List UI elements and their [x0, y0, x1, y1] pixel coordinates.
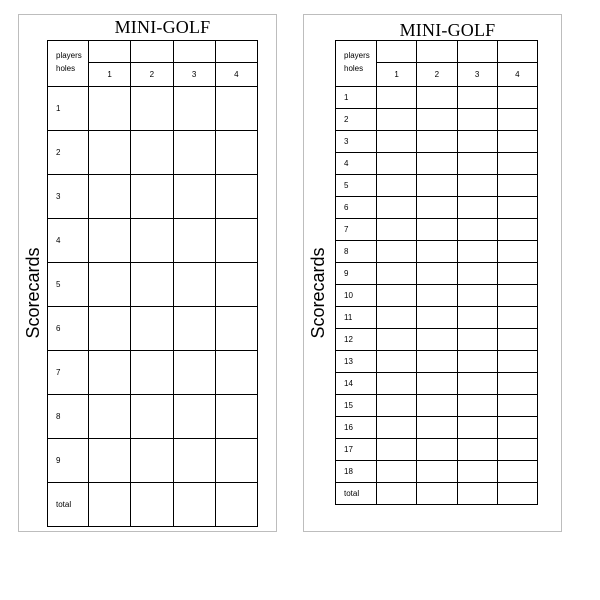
hole-number-label: 1 [336, 87, 377, 109]
score-cell[interactable] [173, 351, 215, 395]
score-cell[interactable] [457, 263, 497, 285]
player-name-cell[interactable] [89, 41, 131, 63]
score-cell[interactable] [89, 351, 131, 395]
hole-number-label: 11 [336, 307, 377, 329]
player-number-label: 2 [131, 62, 173, 87]
hole-row [336, 241, 538, 263]
total-row [48, 483, 258, 527]
score-cell[interactable] [417, 329, 457, 351]
total-row [336, 483, 538, 505]
score-cell[interactable] [497, 373, 537, 395]
score-cell[interactable] [89, 439, 131, 483]
hole-number-label: 5 [336, 175, 377, 197]
hole-row [336, 131, 538, 153]
score-cell[interactable] [457, 395, 497, 417]
hole-row [336, 307, 538, 329]
score-cell[interactable] [377, 109, 417, 131]
score-cell[interactable] [497, 395, 537, 417]
score-cell[interactable] [377, 197, 417, 219]
score-cell[interactable] [215, 395, 257, 439]
player-name-cell[interactable] [377, 41, 417, 63]
hole-row [336, 439, 538, 461]
hole-row [336, 87, 538, 109]
score-cell[interactable] [417, 197, 457, 219]
hole-row [336, 109, 538, 131]
score-cell[interactable] [377, 373, 417, 395]
score-cell[interactable] [215, 307, 257, 351]
hole-row [48, 395, 258, 439]
hole-row [48, 87, 258, 131]
score-cell[interactable] [417, 131, 457, 153]
holes-header-label: holes [336, 62, 377, 87]
score-cell[interactable] [377, 461, 417, 483]
score-cell[interactable] [89, 307, 131, 351]
score-table-body [48, 41, 258, 527]
player-name-cell[interactable] [173, 41, 215, 63]
header-row-holes [48, 62, 258, 87]
hole-number-label: 17 [336, 439, 377, 461]
score-cell[interactable] [131, 483, 173, 527]
score-cell[interactable] [131, 219, 173, 263]
score-cell[interactable] [215, 219, 257, 263]
score-cell[interactable] [417, 351, 457, 373]
hole-number-label: 3 [336, 131, 377, 153]
score-cell[interactable] [497, 439, 537, 461]
hole-number-label: 14 [336, 373, 377, 395]
hole-row [336, 461, 538, 483]
player-name-cell[interactable] [417, 41, 457, 63]
players-header-label: players [336, 41, 377, 63]
hole-number-label: 2 [336, 109, 377, 131]
hole-number-label: 7 [336, 219, 377, 241]
hole-number-label: 6 [48, 307, 89, 351]
score-cell[interactable] [377, 219, 417, 241]
hole-number-label: 9 [336, 263, 377, 285]
score-cell[interactable] [417, 219, 457, 241]
hole-row [336, 417, 538, 439]
score-cell[interactable] [131, 131, 173, 175]
score-cell[interactable] [497, 351, 537, 373]
hole-number-label: 15 [336, 395, 377, 417]
hole-row [48, 351, 258, 395]
score-cell[interactable] [497, 461, 537, 483]
score-cell[interactable] [457, 483, 497, 505]
hole-number-label: 1 [48, 87, 89, 131]
score-cell[interactable] [457, 439, 497, 461]
player-name-cell[interactable] [215, 41, 257, 63]
score-cell[interactable] [173, 175, 215, 219]
score-cell[interactable] [417, 417, 457, 439]
hole-row [48, 131, 258, 175]
score-cell[interactable] [131, 439, 173, 483]
score-cell[interactable] [457, 373, 497, 395]
hole-row [48, 307, 258, 351]
player-name-cell[interactable] [457, 41, 497, 63]
score-cell[interactable] [89, 395, 131, 439]
score-cell[interactable] [497, 87, 537, 109]
score-cell[interactable] [89, 263, 131, 307]
score-cell[interactable] [173, 263, 215, 307]
hole-number-label: 9 [48, 439, 89, 483]
score-cell[interactable] [173, 219, 215, 263]
score-cell[interactable] [497, 219, 537, 241]
score-cell[interactable] [457, 219, 497, 241]
score-cell[interactable] [417, 175, 457, 197]
score-cell[interactable] [377, 329, 417, 351]
score-cell[interactable] [377, 395, 417, 417]
score-cell[interactable] [457, 329, 497, 351]
score-cell[interactable] [89, 175, 131, 219]
player-number-label: 3 [457, 62, 497, 87]
scorecard-title: MINI-GOLF [114, 17, 211, 37]
hole-number-label: 12 [336, 329, 377, 351]
score-cell[interactable] [457, 307, 497, 329]
scorecard-18-holes [303, 14, 562, 532]
score-cell[interactable] [215, 87, 257, 131]
score-cell[interactable] [215, 175, 257, 219]
hole-row [336, 263, 538, 285]
hole-row [48, 263, 258, 307]
score-cell[interactable] [215, 351, 257, 395]
score-cell[interactable] [215, 131, 257, 175]
score-cell[interactable] [497, 329, 537, 351]
header-row-players [336, 41, 538, 63]
score-cell[interactable] [377, 351, 417, 373]
score-cell[interactable] [497, 153, 537, 175]
score-cell[interactable] [377, 483, 417, 505]
hole-number-label: 5 [48, 263, 89, 307]
hole-number-label: 6 [336, 197, 377, 219]
hole-row [336, 219, 538, 241]
score-cell[interactable] [497, 285, 537, 307]
side-label: Scorecards [308, 247, 328, 339]
score-cell[interactable] [173, 131, 215, 175]
score-cell[interactable] [497, 307, 537, 329]
score-cell[interactable] [131, 395, 173, 439]
hole-row [48, 439, 258, 483]
score-cell[interactable] [497, 417, 537, 439]
score-cell[interactable] [377, 417, 417, 439]
score-cell[interactable] [417, 263, 457, 285]
hole-row [48, 219, 258, 263]
player-number-label: 4 [497, 62, 537, 87]
header-row-holes [336, 62, 538, 87]
player-number-label: 1 [89, 62, 131, 87]
score-cell[interactable] [457, 417, 497, 439]
score-cell[interactable] [131, 263, 173, 307]
header-row-players [48, 41, 258, 63]
score-cell[interactable] [497, 131, 537, 153]
hole-row [336, 373, 538, 395]
hole-row [336, 285, 538, 307]
hole-number-label: 10 [336, 285, 377, 307]
score-cell[interactable] [131, 351, 173, 395]
score-cell[interactable] [215, 263, 257, 307]
score-cell[interactable] [173, 307, 215, 351]
players-header-label: players [48, 41, 89, 63]
score-cell[interactable] [377, 241, 417, 263]
hole-row [336, 395, 538, 417]
score-cell[interactable] [377, 153, 417, 175]
score-cell[interactable] [173, 395, 215, 439]
score-cell[interactable] [417, 307, 457, 329]
score-cell[interactable] [457, 351, 497, 373]
score-cell[interactable] [457, 153, 497, 175]
score-cell[interactable] [457, 175, 497, 197]
score-cell[interactable] [457, 461, 497, 483]
score-cell[interactable] [131, 175, 173, 219]
player-name-cell[interactable] [131, 41, 173, 63]
score-table [335, 40, 538, 505]
hole-number-label: 13 [336, 351, 377, 373]
score-cell[interactable] [89, 87, 131, 131]
score-cell[interactable] [417, 153, 457, 175]
hole-number-label: 2 [48, 131, 89, 175]
score-cell[interactable] [417, 109, 457, 131]
score-cell[interactable] [417, 373, 457, 395]
score-cell[interactable] [417, 87, 457, 109]
score-cell[interactable] [377, 439, 417, 461]
score-cell[interactable] [497, 483, 537, 505]
player-number-label: 3 [173, 62, 215, 87]
total-label: total [48, 483, 89, 527]
score-cell[interactable] [457, 131, 497, 153]
hole-number-label: 4 [48, 219, 89, 263]
player-number-label: 1 [377, 62, 417, 87]
player-number-label: 2 [417, 62, 457, 87]
hole-number-label: 8 [336, 241, 377, 263]
hole-row [48, 175, 258, 219]
hole-row [336, 329, 538, 351]
score-table-body [336, 41, 538, 505]
scorecard-9-holes [18, 14, 277, 532]
hole-row [336, 197, 538, 219]
score-cell[interactable] [417, 241, 457, 263]
hole-number-label: 4 [336, 153, 377, 175]
total-label: total [336, 483, 377, 505]
score-cell[interactable] [173, 87, 215, 131]
hole-row [336, 153, 538, 175]
player-number-label: 4 [215, 62, 257, 87]
score-cell[interactable] [417, 439, 457, 461]
score-cell[interactable] [377, 285, 417, 307]
player-name-cell[interactable] [497, 41, 537, 63]
score-cell[interactable] [131, 307, 173, 351]
hole-row [336, 175, 538, 197]
score-cell[interactable] [377, 175, 417, 197]
score-cell[interactable] [173, 483, 215, 527]
score-cell[interactable] [377, 87, 417, 109]
score-cell[interactable] [457, 109, 497, 131]
scorecard-title: MINI-GOLF [399, 20, 496, 40]
score-cell[interactable] [497, 175, 537, 197]
holes-header-label: holes [48, 62, 89, 87]
score-cell[interactable] [131, 87, 173, 131]
score-cell[interactable] [457, 197, 497, 219]
score-cell[interactable] [377, 307, 417, 329]
score-cell[interactable] [497, 241, 537, 263]
score-cell[interactable] [417, 483, 457, 505]
hole-row [336, 351, 538, 373]
score-cell[interactable] [417, 285, 457, 307]
hole-number-label: 8 [48, 395, 89, 439]
score-table [47, 40, 258, 527]
score-cell[interactable] [377, 131, 417, 153]
score-cell[interactable] [417, 395, 457, 417]
hole-number-label: 3 [48, 175, 89, 219]
score-cell[interactable] [497, 109, 537, 131]
score-cell[interactable] [173, 439, 215, 483]
score-cell[interactable] [497, 197, 537, 219]
score-cell[interactable] [89, 219, 131, 263]
score-cell[interactable] [457, 241, 497, 263]
score-cell[interactable] [89, 131, 131, 175]
score-cell[interactable] [215, 483, 257, 527]
score-cell[interactable] [215, 439, 257, 483]
hole-number-label: 18 [336, 461, 377, 483]
score-cell[interactable] [89, 483, 131, 527]
side-label: Scorecards [23, 247, 43, 339]
score-cell[interactable] [497, 263, 537, 285]
hole-number-label: 16 [336, 417, 377, 439]
score-cell[interactable] [377, 263, 417, 285]
hole-number-label: 7 [48, 351, 89, 395]
score-cell[interactable] [417, 461, 457, 483]
score-cell[interactable] [457, 87, 497, 109]
score-cell[interactable] [457, 285, 497, 307]
